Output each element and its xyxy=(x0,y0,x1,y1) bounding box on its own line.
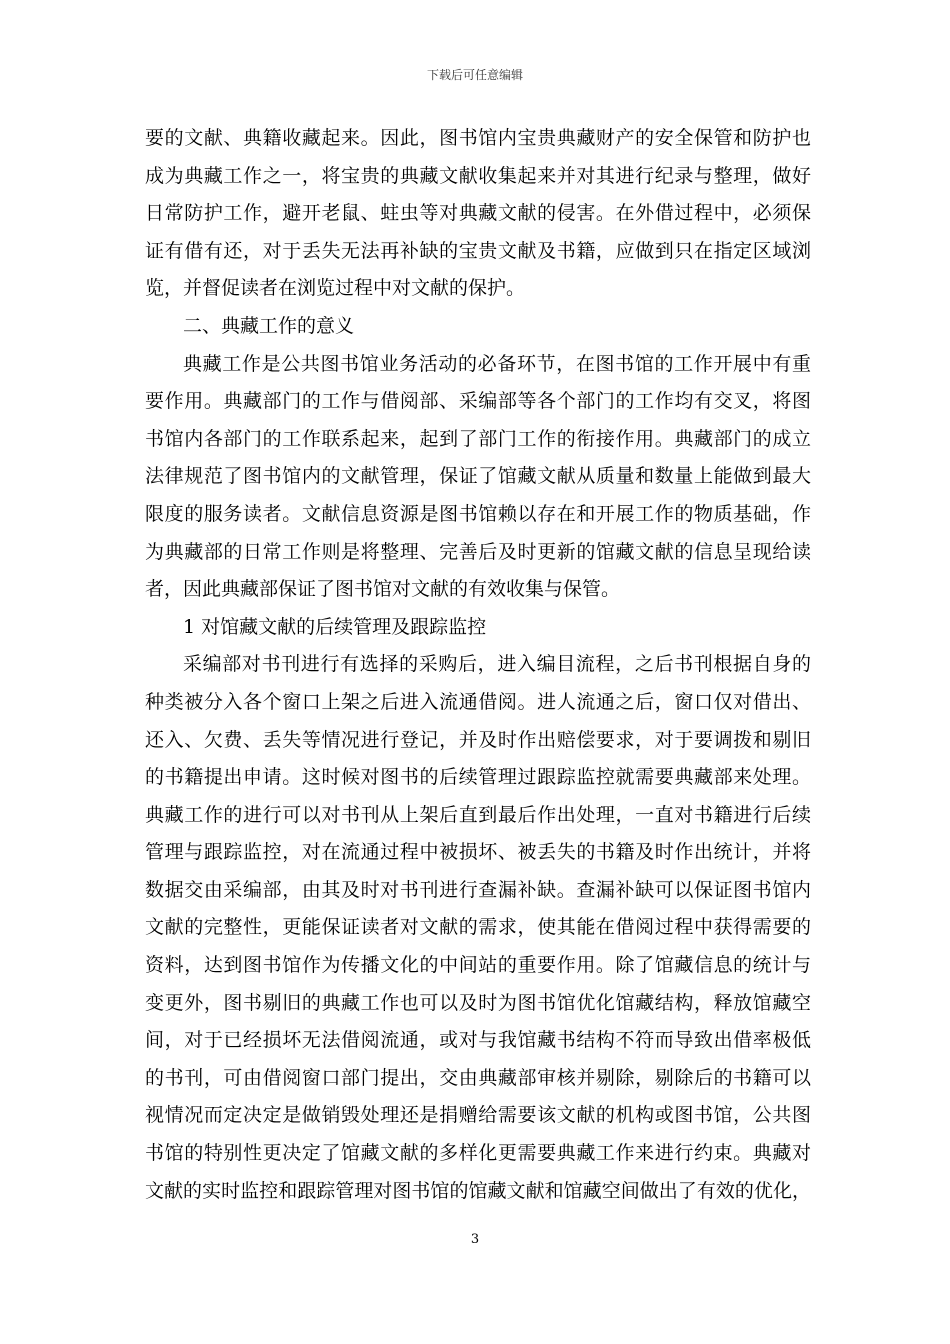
text-line: 的书刊，可由借阅窗口部门提出，交由典藏部审核并剔除，剔除后的书籍可以 xyxy=(145,1066,811,1089)
text-line: 为典藏部的日常工作则是将整理、完善后及时更新的馆藏文献的信息呈现给读 xyxy=(145,540,811,563)
text-line: 间，对于已经损坏无法借阅流通，或对与我馆藏书结构不符而导致出借率极低 xyxy=(145,1029,811,1052)
text-line: 视情况而定决定是做销毁处理还是捐赠给需要该文献的机构或图书馆，公共图 xyxy=(145,1104,811,1127)
text-line: 书馆的特别性更决定了馆藏文献的多样化更需要典藏工作来进行约束。典藏对 xyxy=(145,1142,811,1165)
text-line: 变更外，图书剔旧的典藏工作也可以及时为图书馆优化馆藏结构，释放馆藏空 xyxy=(145,991,811,1014)
text-line: 限度的服务读者。文献信息资源是图书馆赖以存在和开展工作的物质基础，作 xyxy=(145,502,811,525)
text-line: 典藏工作是公共图书馆业务活动的必备环节，在图书馆的工作开展中有重 xyxy=(183,352,811,375)
text-line: 要作用。典藏部门的工作与借阅部、采编部等各个部门的工作均有交叉，将图 xyxy=(145,390,811,413)
text-line: 法律规范了图书馆内的文献管理，保证了馆藏文献从质量和数量上能做到最大 xyxy=(145,465,811,488)
text-line: 二、典藏工作的意义 xyxy=(183,314,355,337)
text-line: 要的文献、典籍收藏起来。因此，图书馆内宝贵典藏财产的安全保管和防护也 xyxy=(145,127,811,149)
text-line: 证有借有还，对于丢失无法再补缺的宝贵文献及书籍，应做到只在指定区域浏 xyxy=(145,239,811,262)
text-line: 管理与跟踪监控，对在流通过程中被损坏、被丢失的书籍及时作出统计，并将 xyxy=(145,841,811,864)
text-line: 种类被分入各个窗口上架之后进入流通借阅。进人流通之后，窗口仅对借出、 xyxy=(145,690,811,713)
text-line: 1 对馆藏文献的后续管理及跟踪监控 xyxy=(183,615,487,638)
text-line: 资料，达到图书馆作为传播文化的中间站的重要作用。除了馆藏信息的统计与 xyxy=(145,954,811,977)
text-line: 采编部对书刊进行有选择的采购后，进入编目流程，之后书刊根据自身的 xyxy=(183,653,811,676)
text-line: 还入、欠费、丢失等情况进行登记，并及时作出赔偿要求，对于要调拨和剔旧 xyxy=(145,728,811,751)
text-line: 文献的实时监控和跟踪管理对图书馆的馆藏文献和馆藏空间做出了有效的优化， xyxy=(145,1179,811,1202)
text-line: 典藏工作的进行可以对书刊从上架后直到最后作出处理，一直对书籍进行后续 xyxy=(145,803,811,826)
text-line: 成为典藏工作之一，将宝贵的典藏文献收集起来并对其进行纪录与整理，做好 xyxy=(145,164,811,187)
text-line: 数据交由采编部，由其及时对书刊进行查漏补缺。查漏补缺可以保证图书馆内 xyxy=(145,878,811,901)
text-line: 览，并督促读者在浏览过程中对文献的保护。 xyxy=(145,277,526,300)
text-line: 日常防护工作，避开老鼠、蛀虫等对典藏文献的侵害。在外借过程中，必须保 xyxy=(145,202,811,225)
body-text xyxy=(145,120,811,1210)
page-header: 下载后可任意编辑 xyxy=(426,68,523,82)
page-number: 3 xyxy=(470,1232,480,1247)
text-line: 者，因此典藏部保证了图书馆对文献的有效收集与保管。 xyxy=(145,578,621,601)
text-line: 的书籍提出申请。这时候对图书的后续管理过跟踪监控就需要典藏部来处理。 xyxy=(145,766,811,789)
text-line: 文献的完整性，更能保证读者对文献的需求，使其能在借阅过程中获得需要的 xyxy=(145,916,811,939)
text-line: 书馆内各部门的工作联系起来，起到了部门工作的衔接作用。典藏部门的成立 xyxy=(145,427,811,450)
